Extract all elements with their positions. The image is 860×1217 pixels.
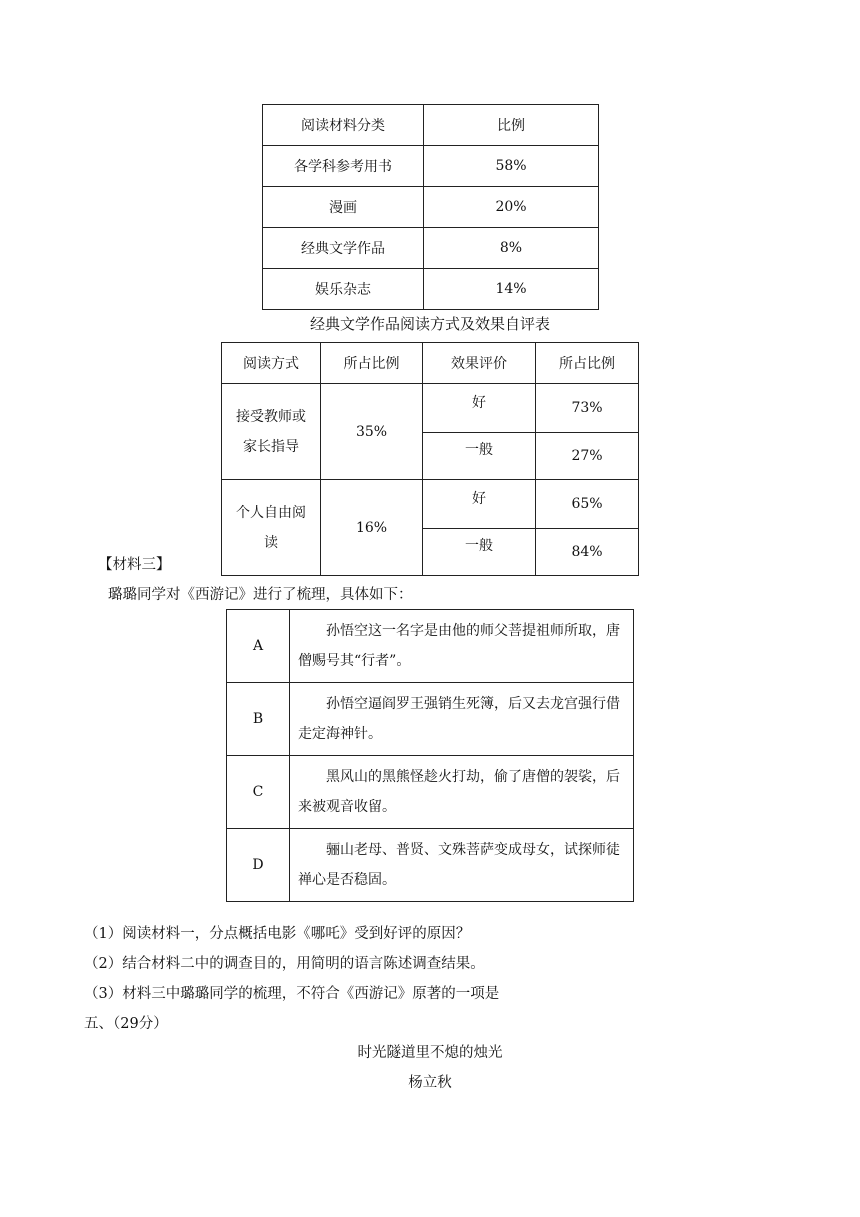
section-heading: 五、（29分） <box>84 1016 168 1032</box>
table-header-cell: 阅读材料分类 <box>263 105 424 146</box>
table-cell: 73% <box>536 384 639 433</box>
table-cell: 好 <box>423 384 536 433</box>
table-cell: 经典文学作品 <box>263 228 424 269</box>
table-row <box>222 480 639 529</box>
option-letter: C <box>227 756 290 829</box>
table-row <box>263 146 599 187</box>
table-cell: 8% <box>424 228 599 269</box>
table-cell: 一般 <box>423 529 536 576</box>
table-cell: 14% <box>424 269 599 310</box>
table-cell: 27% <box>536 433 639 480</box>
option-letter: B <box>227 683 290 756</box>
table-cell: 20% <box>424 187 599 228</box>
table-row <box>227 610 634 683</box>
reading-material-table <box>262 104 599 310</box>
table-cell: 娱乐杂志 <box>263 269 424 310</box>
reading-method-table <box>221 342 639 576</box>
table-row <box>263 269 599 310</box>
table-header-cell: 阅读方式 <box>222 343 321 384</box>
table-cell: 好 <box>423 480 536 529</box>
table-cell: 58% <box>424 146 599 187</box>
table-row <box>227 756 634 829</box>
material3-heading: 【材料三】 <box>98 557 171 573</box>
option-text: 黑风山的黑熊怪趁火打劫，偷了唐僧的袈裟，后来被观音收留。 <box>290 756 634 829</box>
table-header-row <box>263 105 599 146</box>
table-caption: 经典文学作品阅读方式及效果自评表 <box>309 315 550 333</box>
table-cell: 16% <box>321 480 423 576</box>
table-header-cell: 所占比例 <box>321 343 423 384</box>
table-cell: 一般 <box>423 433 536 480</box>
table-cell: 接受教师或家长指导 <box>222 384 321 480</box>
table-cell: 35% <box>321 384 423 480</box>
question-3: （3）材料三中璐璐同学的梳理，不符合《西游记》原著的一项是 <box>84 986 500 1002</box>
question-2: （2）结合材料二中的调查目的，用简明的语言陈述调查结果。 <box>84 956 485 972</box>
option-letter: A <box>227 610 290 683</box>
table-row <box>263 187 599 228</box>
table-header-cell: 比例 <box>424 105 599 146</box>
table-header-cell: 所占比例 <box>536 343 639 384</box>
table-cell: 65% <box>536 480 639 529</box>
option-text: 孙悟空逼阎罗王强销生死簿，后又去龙宫强行借走定海神针。 <box>290 683 634 756</box>
article-title: 时光隧道里不熄的烛光 <box>357 1045 503 1061</box>
xiyouji-table <box>226 609 634 902</box>
option-letter: D <box>227 829 290 902</box>
table-cell: 各学科参考用书 <box>263 146 424 187</box>
table-cell: 漫画 <box>263 187 424 228</box>
table-header-cell: 效果评价 <box>423 343 536 384</box>
table-row <box>222 384 639 433</box>
table-header-row <box>222 343 639 384</box>
option-text: 骊山老母、普贤、文殊菩萨变成母女，试探师徒禅心是否稳固。 <box>290 829 634 902</box>
table-row <box>227 829 634 902</box>
option-text: 孙悟空这一名字是由他的师父菩提祖师所取，唐僧赐号其“行者”。 <box>290 610 634 683</box>
material3-intro: 璐璐同学对《西游记》进行了梳理，具体如下： <box>108 587 413 603</box>
table-cell: 84% <box>536 529 639 576</box>
table-cell: 个人自由阅读 <box>222 480 321 576</box>
table-row <box>263 228 599 269</box>
question-1: （1）阅读材料一，分点概括电影《哪吒》受到好评的原因？ <box>84 926 471 942</box>
article-author: 杨立秋 <box>408 1075 452 1091</box>
table-row <box>227 683 634 756</box>
